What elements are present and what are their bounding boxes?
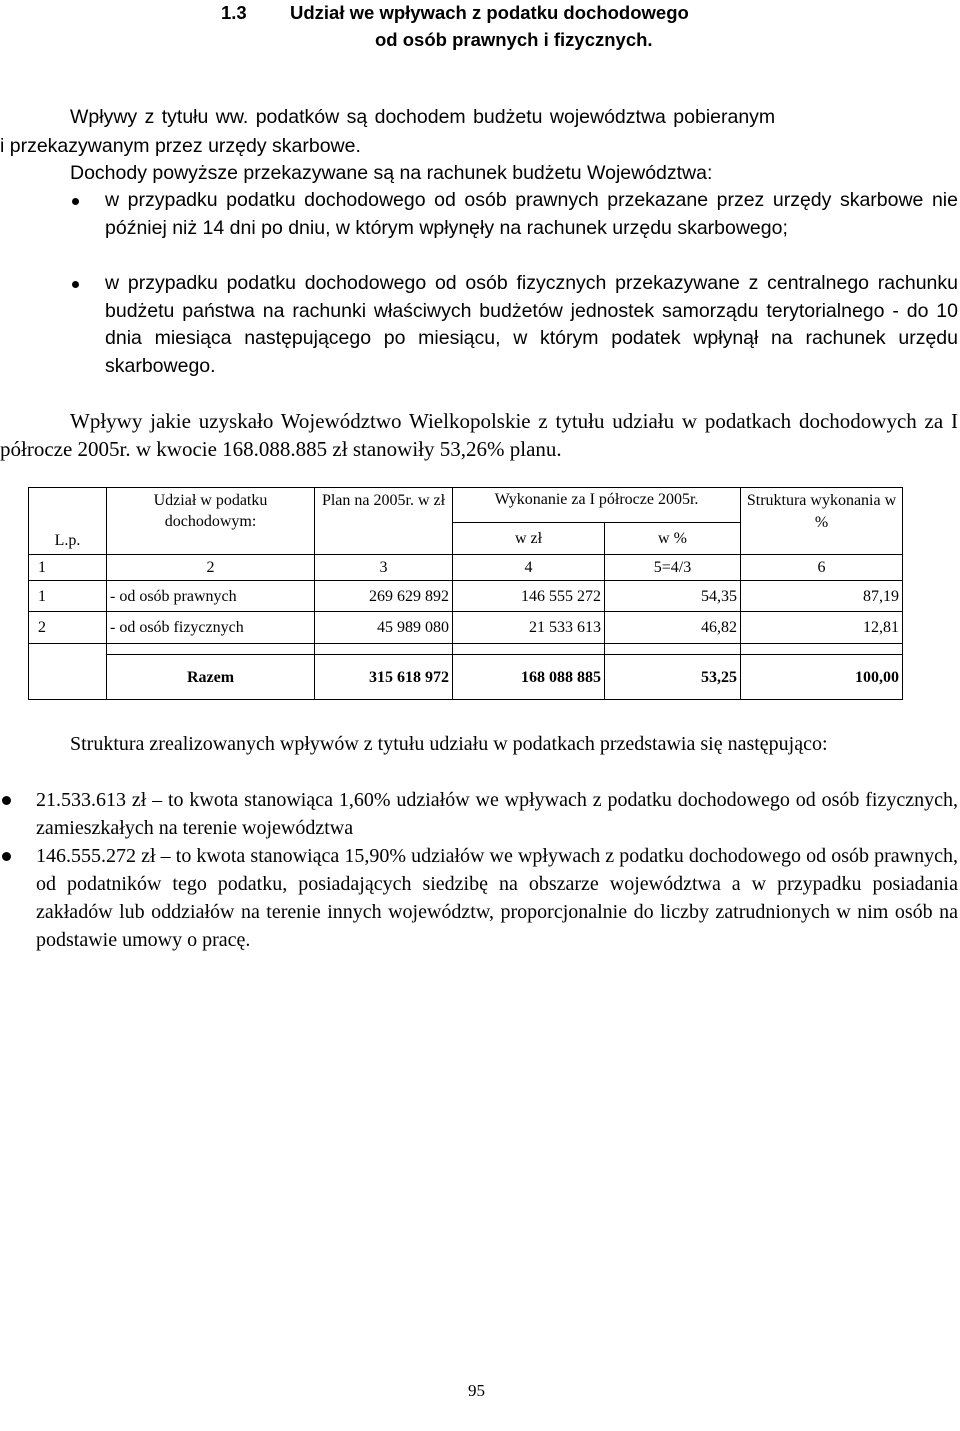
header-wykonanie-pct: w % — [605, 523, 741, 555]
total-wyk-pct: 53,25 — [605, 655, 741, 700]
row-wyk-pct: 46,82 — [605, 612, 741, 644]
page-number: 95 — [468, 1381, 485, 1400]
colnum-4: 4 — [453, 555, 605, 581]
row-wyk-pct: 54,35 — [605, 581, 741, 612]
row-name: - od osób prawnych — [107, 581, 315, 612]
bullet-dot-icon — [2, 796, 11, 805]
section-number: 1.3 — [221, 2, 247, 23]
structure-paragraph: Struktura zrealizowanych wpływów z tytułu udziału w podatkach przedstawia się następująco: — [70, 733, 828, 755]
bullet-text-prawnych: w przypadku podatku dochodowego od osób prawnych przekazane przez urzędy skarbowe nie później niż 14 dni po dniu, w którym wpłynęły na rachunek urzędu skarbowego; — [105, 189, 958, 239]
bullet-dot-icon — [72, 281, 79, 288]
row-wyk-zl: 146 555 272 — [453, 581, 605, 612]
header-udzial: Udział w podatku dochodowym: — [107, 488, 315, 555]
row-lp: 2 — [29, 612, 107, 644]
row-struktura: 12,81 — [741, 612, 903, 644]
row-struktura: 87,19 — [741, 581, 903, 612]
header-struktura: Struktura wykonania w % — [741, 488, 903, 555]
intro-line-1: Wpływy z tytułu ww. podatków są dochodem budżetu województwa pobieranym — [70, 106, 776, 128]
row-name: - od osób fizycznych — [107, 612, 315, 644]
row-plan: 45 989 080 — [315, 612, 453, 644]
bullet-dot-icon — [2, 852, 11, 861]
bullet-text-fizycznych-share: 21.533.613 zł – to kwota stanowiąca 1,60% udziałów we wpływach z podatku dochodowego od osób fizycznych, zamieszkałych na terenie województwa — [36, 789, 958, 839]
header-wykonanie: Wykonanie za I półrocze 2005r. — [453, 488, 741, 523]
colnum-3: 3 — [315, 555, 453, 581]
income-table — [28, 487, 903, 700]
header-lp: L.p. — [29, 488, 107, 555]
header-wykonanie-zl: w zł — [453, 523, 605, 555]
total-wyk-zl: 168 088 885 — [453, 655, 605, 700]
colnum-5: 5=4/3 — [605, 555, 741, 581]
summary-paragraph: Wpływy jakie uzyskało Województwo Wielkopolskie z tytułu udziału w podatkach dochodowych za I półrocze 2005r. w kwocie 168.088.885 zł stanowiły 53,26% planu. — [0, 409, 958, 461]
total-name: Razem — [107, 655, 315, 700]
bullet-dot-icon — [72, 198, 79, 205]
total-plan: 315 618 972 — [315, 655, 453, 700]
table-total-row — [29, 655, 903, 700]
bullet-text-fizycznych: w przypadku podatku dochodowego od osób fizycznych przekazywane z centralnego rachunku budżetu państwa na rachunki właściwych budżetów jednostek samorządu terytorialnego - do 10 dnia miesiąca następującego po miesiącu, w którym podatek wpłynął na rachunek urzędu skarbowego. — [105, 272, 958, 377]
colnum-6: 6 — [741, 555, 903, 581]
section-title-line1: Udział we wpływach z podatku dochodowego — [290, 2, 689, 23]
intro-line-2: i przekazywanym przez urzędy skarbowe. — [0, 135, 361, 157]
header-plan: Plan na 2005r. w zł — [315, 488, 453, 555]
colnum-2: 2 — [107, 555, 315, 581]
total-struktura: 100,00 — [741, 655, 903, 700]
row-plan: 269 629 892 — [315, 581, 453, 612]
intro-line-3: Dochody powyższe przekazywane są na rachunek budżetu Województwa: — [70, 162, 713, 184]
section-title-line2: od osób prawnych i fizycznych. — [375, 29, 653, 50]
row-lp: 1 — [29, 581, 107, 612]
table-row — [29, 581, 903, 612]
table-row — [29, 612, 903, 644]
colnum-1: 1 — [29, 555, 107, 581]
bullet-text-prawnych-share: 146.555.272 zł – to kwota stanowiąca 15,90% udziałów we wpływach z podatku dochodowego od osób prawnych, od podatników tego podatku, posiadających siedzibę na obszarze województwa a w przypadku posiadania zakładów lub oddziałów na terenie innych województw, proporcjonalnie do liczby zatrudnionych w nim osób na podstawie umowy o pracę. — [36, 845, 958, 951]
row-wyk-zl: 21 533 613 — [453, 612, 605, 644]
